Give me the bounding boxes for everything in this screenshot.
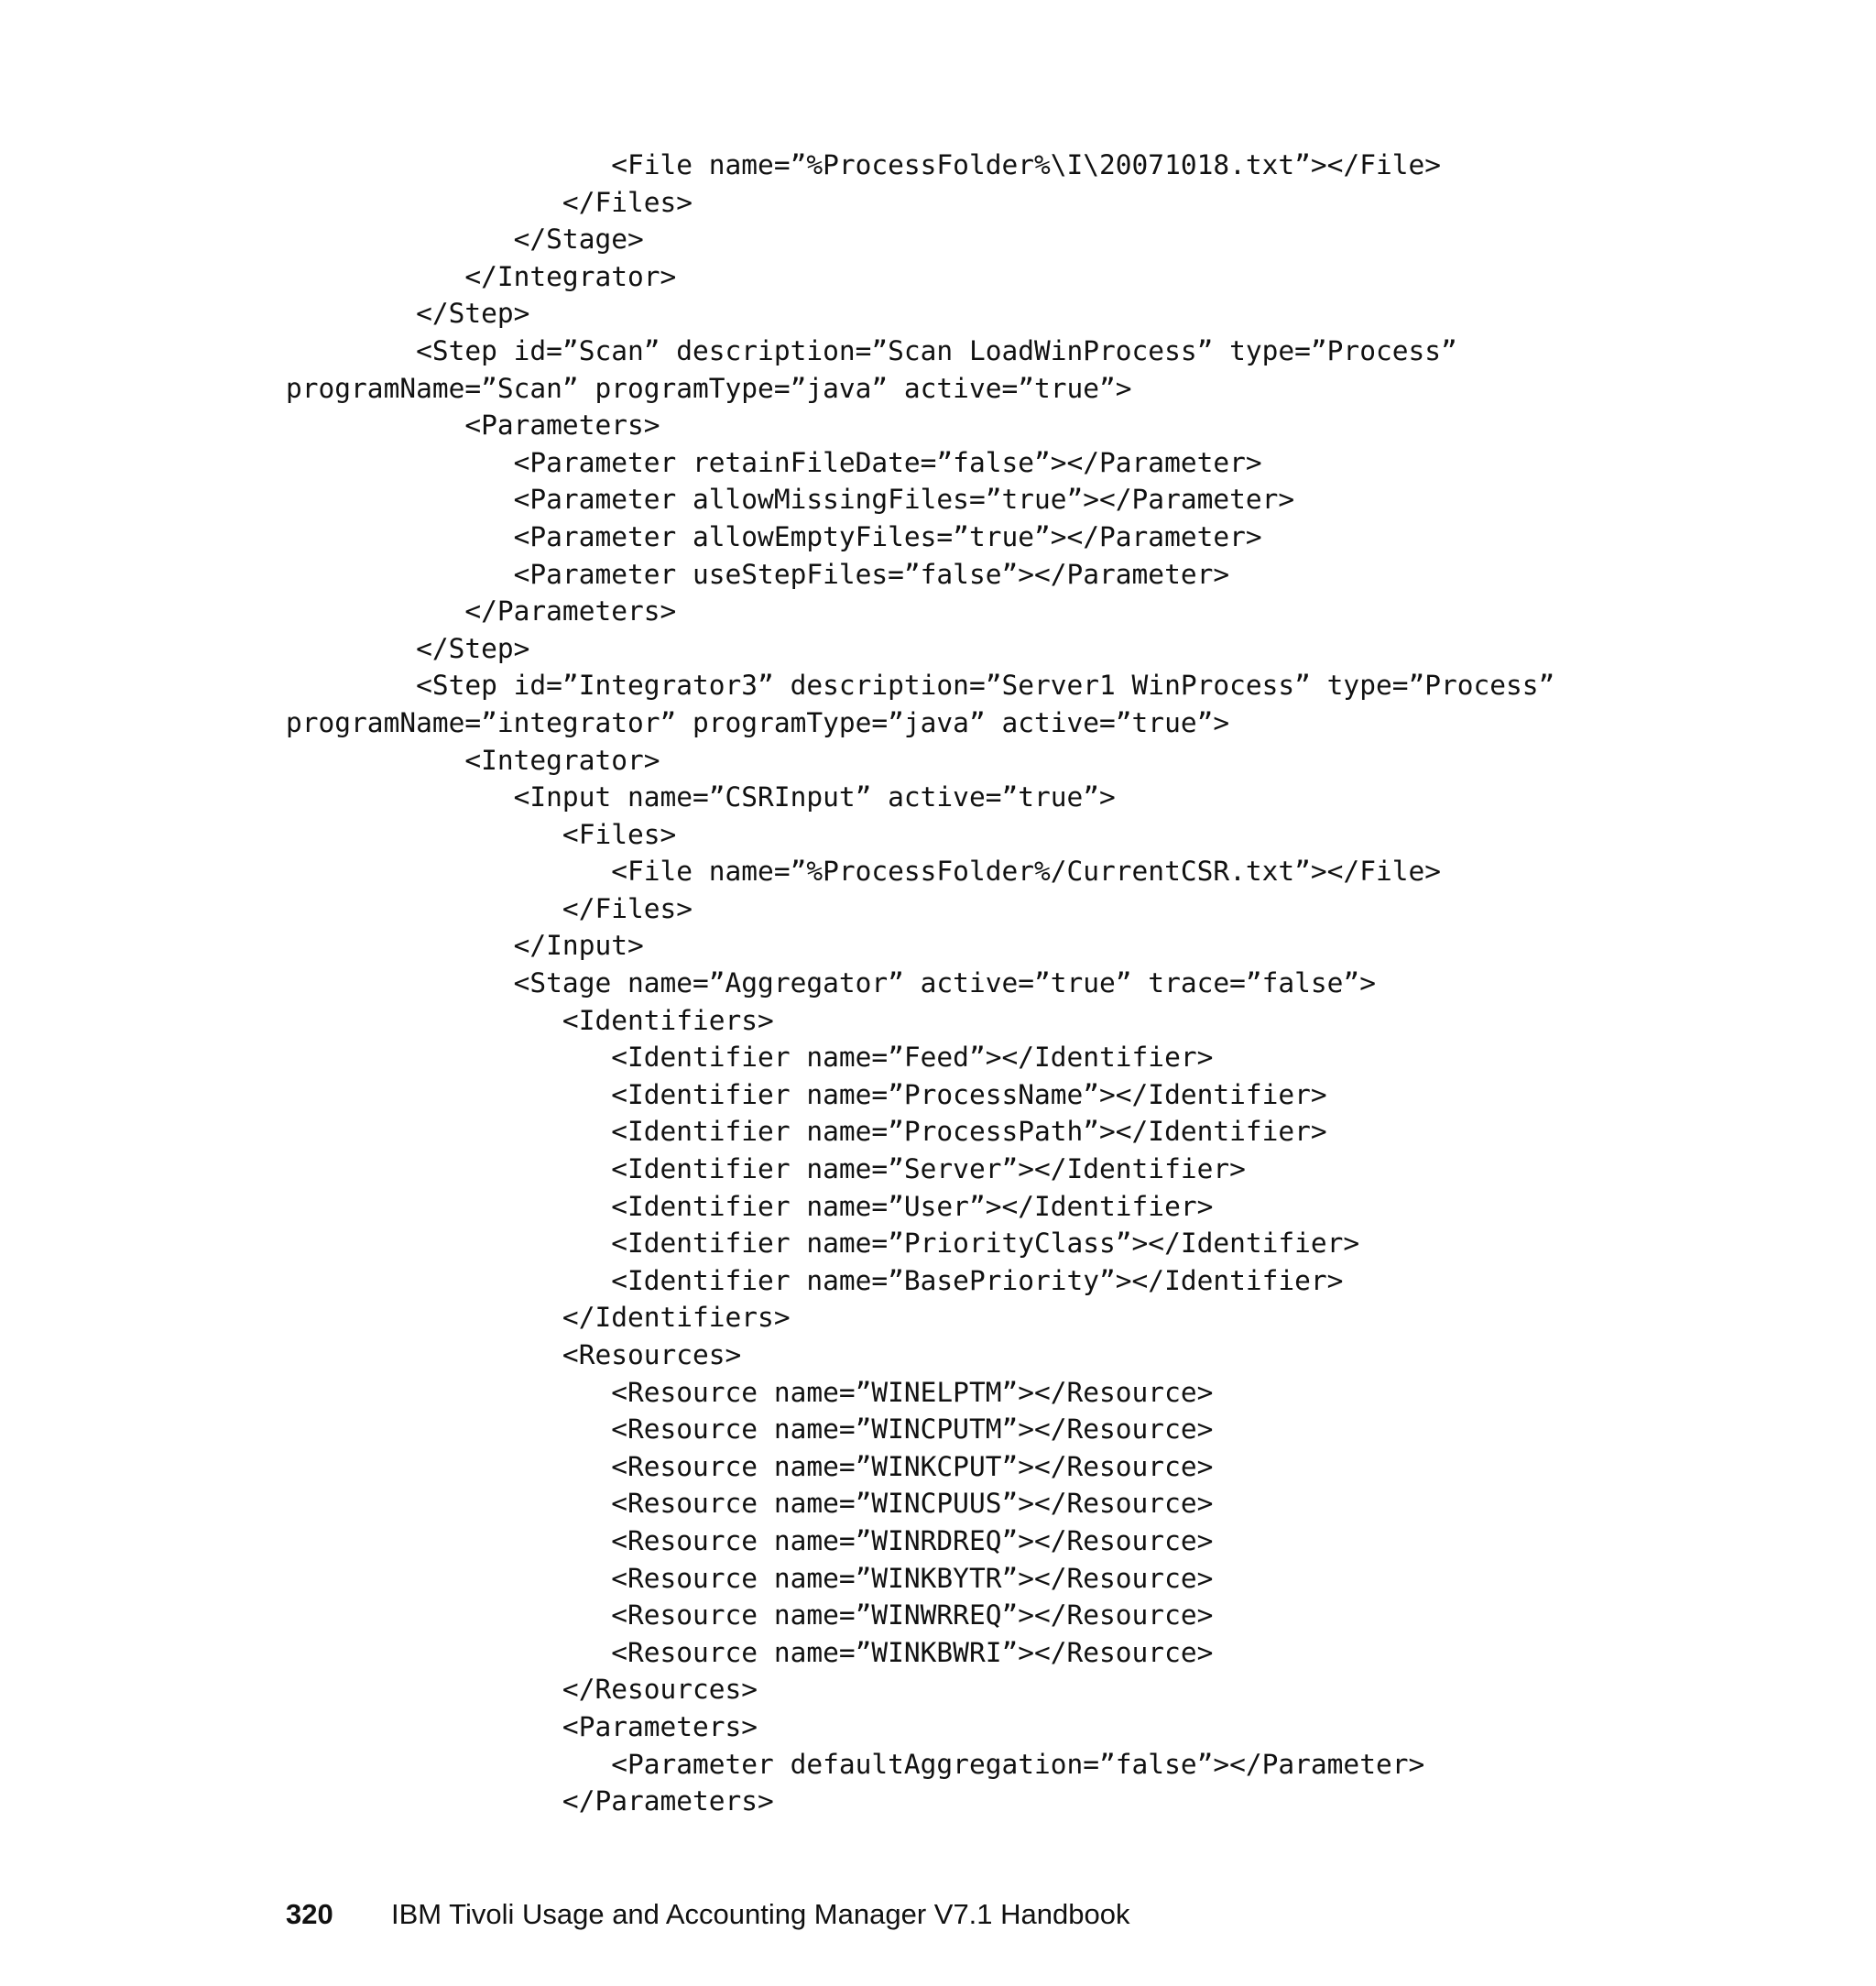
code-line: <Parameter defaultAggregation=”false”></Parameter> (286, 1748, 1425, 1780)
code-line: programName=”integrator” programType=”java” active=”true”> (286, 706, 1230, 738)
code-line: <Resource name=”WINRDREQ”></Resource> (286, 1524, 1214, 1556)
code-line: <Identifiers> (286, 1004, 774, 1036)
code-line: <Parameter allowEmptyFiles=”true”></Parameter> (286, 520, 1262, 552)
code-line: <Step id=”Integrator3” description=”Server1 WinProcess” type=”Process” (286, 670, 1555, 702)
code-line: </Integrator> (286, 260, 677, 292)
code-line: <Resource name=”WINCPUUS”></Resource> (286, 1488, 1214, 1520)
code-line: </Resources> (286, 1674, 758, 1706)
code-line: <Integrator> (286, 744, 660, 776)
code-line: </Parameters> (286, 1785, 774, 1817)
code-line: </Files> (286, 892, 693, 924)
code-line: <Resource name=”WINCPUTM”></Resource> (286, 1413, 1214, 1446)
code-line: <Identifier name=”PriorityClass”></Identifier> (286, 1228, 1360, 1260)
code-line: programName=”Scan” programType=”java” active=”true”> (286, 372, 1132, 404)
code-line: </Identifiers> (286, 1302, 791, 1334)
code-line: </Input> (286, 930, 644, 962)
code-line: <Identifier name=”Server”></Identifier> (286, 1153, 1246, 1185)
code-line: <File name=”%ProcessFolder%\I\20071018.txt”></File> (286, 149, 1441, 180)
code-line: <Identifier name=”BasePriority”></Identifier> (286, 1264, 1344, 1296)
code-line: </Step> (286, 298, 530, 330)
page-number: 320 (286, 1898, 333, 1930)
code-line: <Identifier name=”Feed”></Identifier> (286, 1042, 1214, 1074)
code-line: </Files> (286, 186, 693, 218)
code-line: <Input name=”CSRInput” active=”true”> (286, 781, 1116, 813)
code-line: <Parameter allowMissingFiles=”true”></Parameter> (286, 484, 1295, 516)
code-line: <Resource name=”WINKCPUT”></Resource> (286, 1450, 1214, 1482)
code-line: </Step> (286, 632, 530, 664)
code-line: <Files> (286, 818, 677, 850)
code-line: <Parameter useStepFiles=”false”></Parameter> (286, 558, 1230, 590)
code-line: <Parameter retainFileDate=”false”></Parameter> (286, 446, 1262, 478)
code-line: <Identifier name=”User”></Identifier> (286, 1190, 1214, 1222)
code-line: <Resource name=”WINWRREQ”></Resource> (286, 1599, 1214, 1631)
code-line: <Stage name=”Aggregator” active=”true” trace=”false”> (286, 967, 1376, 999)
code-listing (286, 147, 1843, 1820)
code-line: </Stage> (286, 224, 644, 256)
code-line: <Resource name=”WINELPTM”></Resource> (286, 1376, 1214, 1408)
code-line: <Resource name=”WINKBWRI”></Resource> (286, 1636, 1214, 1668)
book-title: IBM Tivoli Usage and Accounting Manager V7.1 Handbook (391, 1898, 1130, 1930)
code-line: <Identifier name=”ProcessName”></Identifier> (286, 1078, 1327, 1110)
code-line: <Resources> (286, 1339, 742, 1370)
code-line: <Step id=”Scan” description=”Scan LoadWinProcess” type=”Process” (286, 334, 1457, 366)
code-line: <Resource name=”WINKBYTR”></Resource> (286, 1562, 1214, 1594)
code-line: <Parameters> (286, 1710, 758, 1742)
code-line: <Parameters> (286, 409, 660, 442)
code-line: <File name=”%ProcessFolder%/CurrentCSR.txt”></File> (286, 856, 1441, 888)
code-line: <Identifier name=”ProcessPath”></Identifier> (286, 1116, 1327, 1148)
page-footer (286, 1898, 1129, 1931)
code-line: </Parameters> (286, 595, 677, 627)
